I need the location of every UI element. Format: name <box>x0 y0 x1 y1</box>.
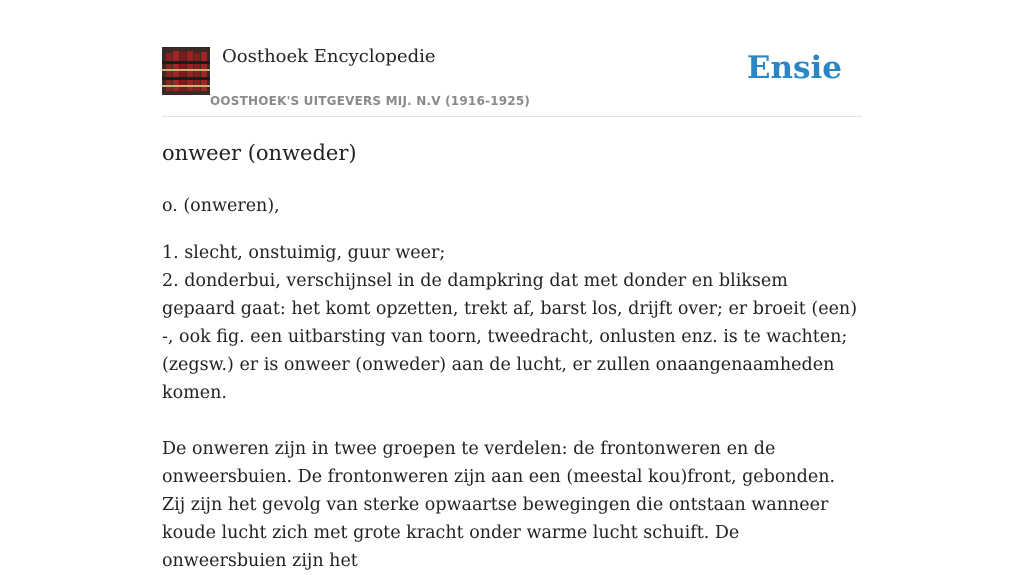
ensie-logo[interactable]: Ensie <box>746 50 842 86</box>
definition-2: 2. donderbui, verschijnsel in de dampkring dat met donder en bliksem gepaard gaat: het komt opzetten, trekt af, barst los, drijft over; er broeit (een) -, ook fig. een uitbarsting van toorn, tweedracht, onlusten enz. is te wachten; (zegsw.) er is onweer (onweder) aan de lucht, er zullen onaangenaamheden komen. <box>162 271 858 403</box>
publication-name[interactable]: Oosthoek Encyclopedie <box>222 46 436 67</box>
entry-body: De onweren zijn in twee groepen te verdelen: de frontonweren en de onweersbuien. De frontonweren zijn aan een (meestal kou)front, gebonden. Zij zijn het gevolg van sterke opwaartse bewegingen die ontstaan wanneer koude lucht zich met grote kracht onder warme lucht schuift. De onweersbuien zijn het <box>162 439 836 571</box>
entry-grammar: o. (onweren), <box>162 196 280 216</box>
definition-1: 1. slecht, onstuimig, guur weer; <box>162 243 446 263</box>
entry-content <box>162 192 862 575</box>
header <box>162 46 862 117</box>
publisher-label: OOSTHOEK'S UITGEVERS MIJ. N.V (1916-1925) <box>210 94 531 108</box>
books-icon <box>162 47 210 95</box>
paragraph-gap <box>162 407 862 435</box>
entry-definitions <box>162 239 862 407</box>
publication-avatar[interactable] <box>162 47 210 95</box>
entry-title: onweer (onweder) <box>162 141 357 165</box>
